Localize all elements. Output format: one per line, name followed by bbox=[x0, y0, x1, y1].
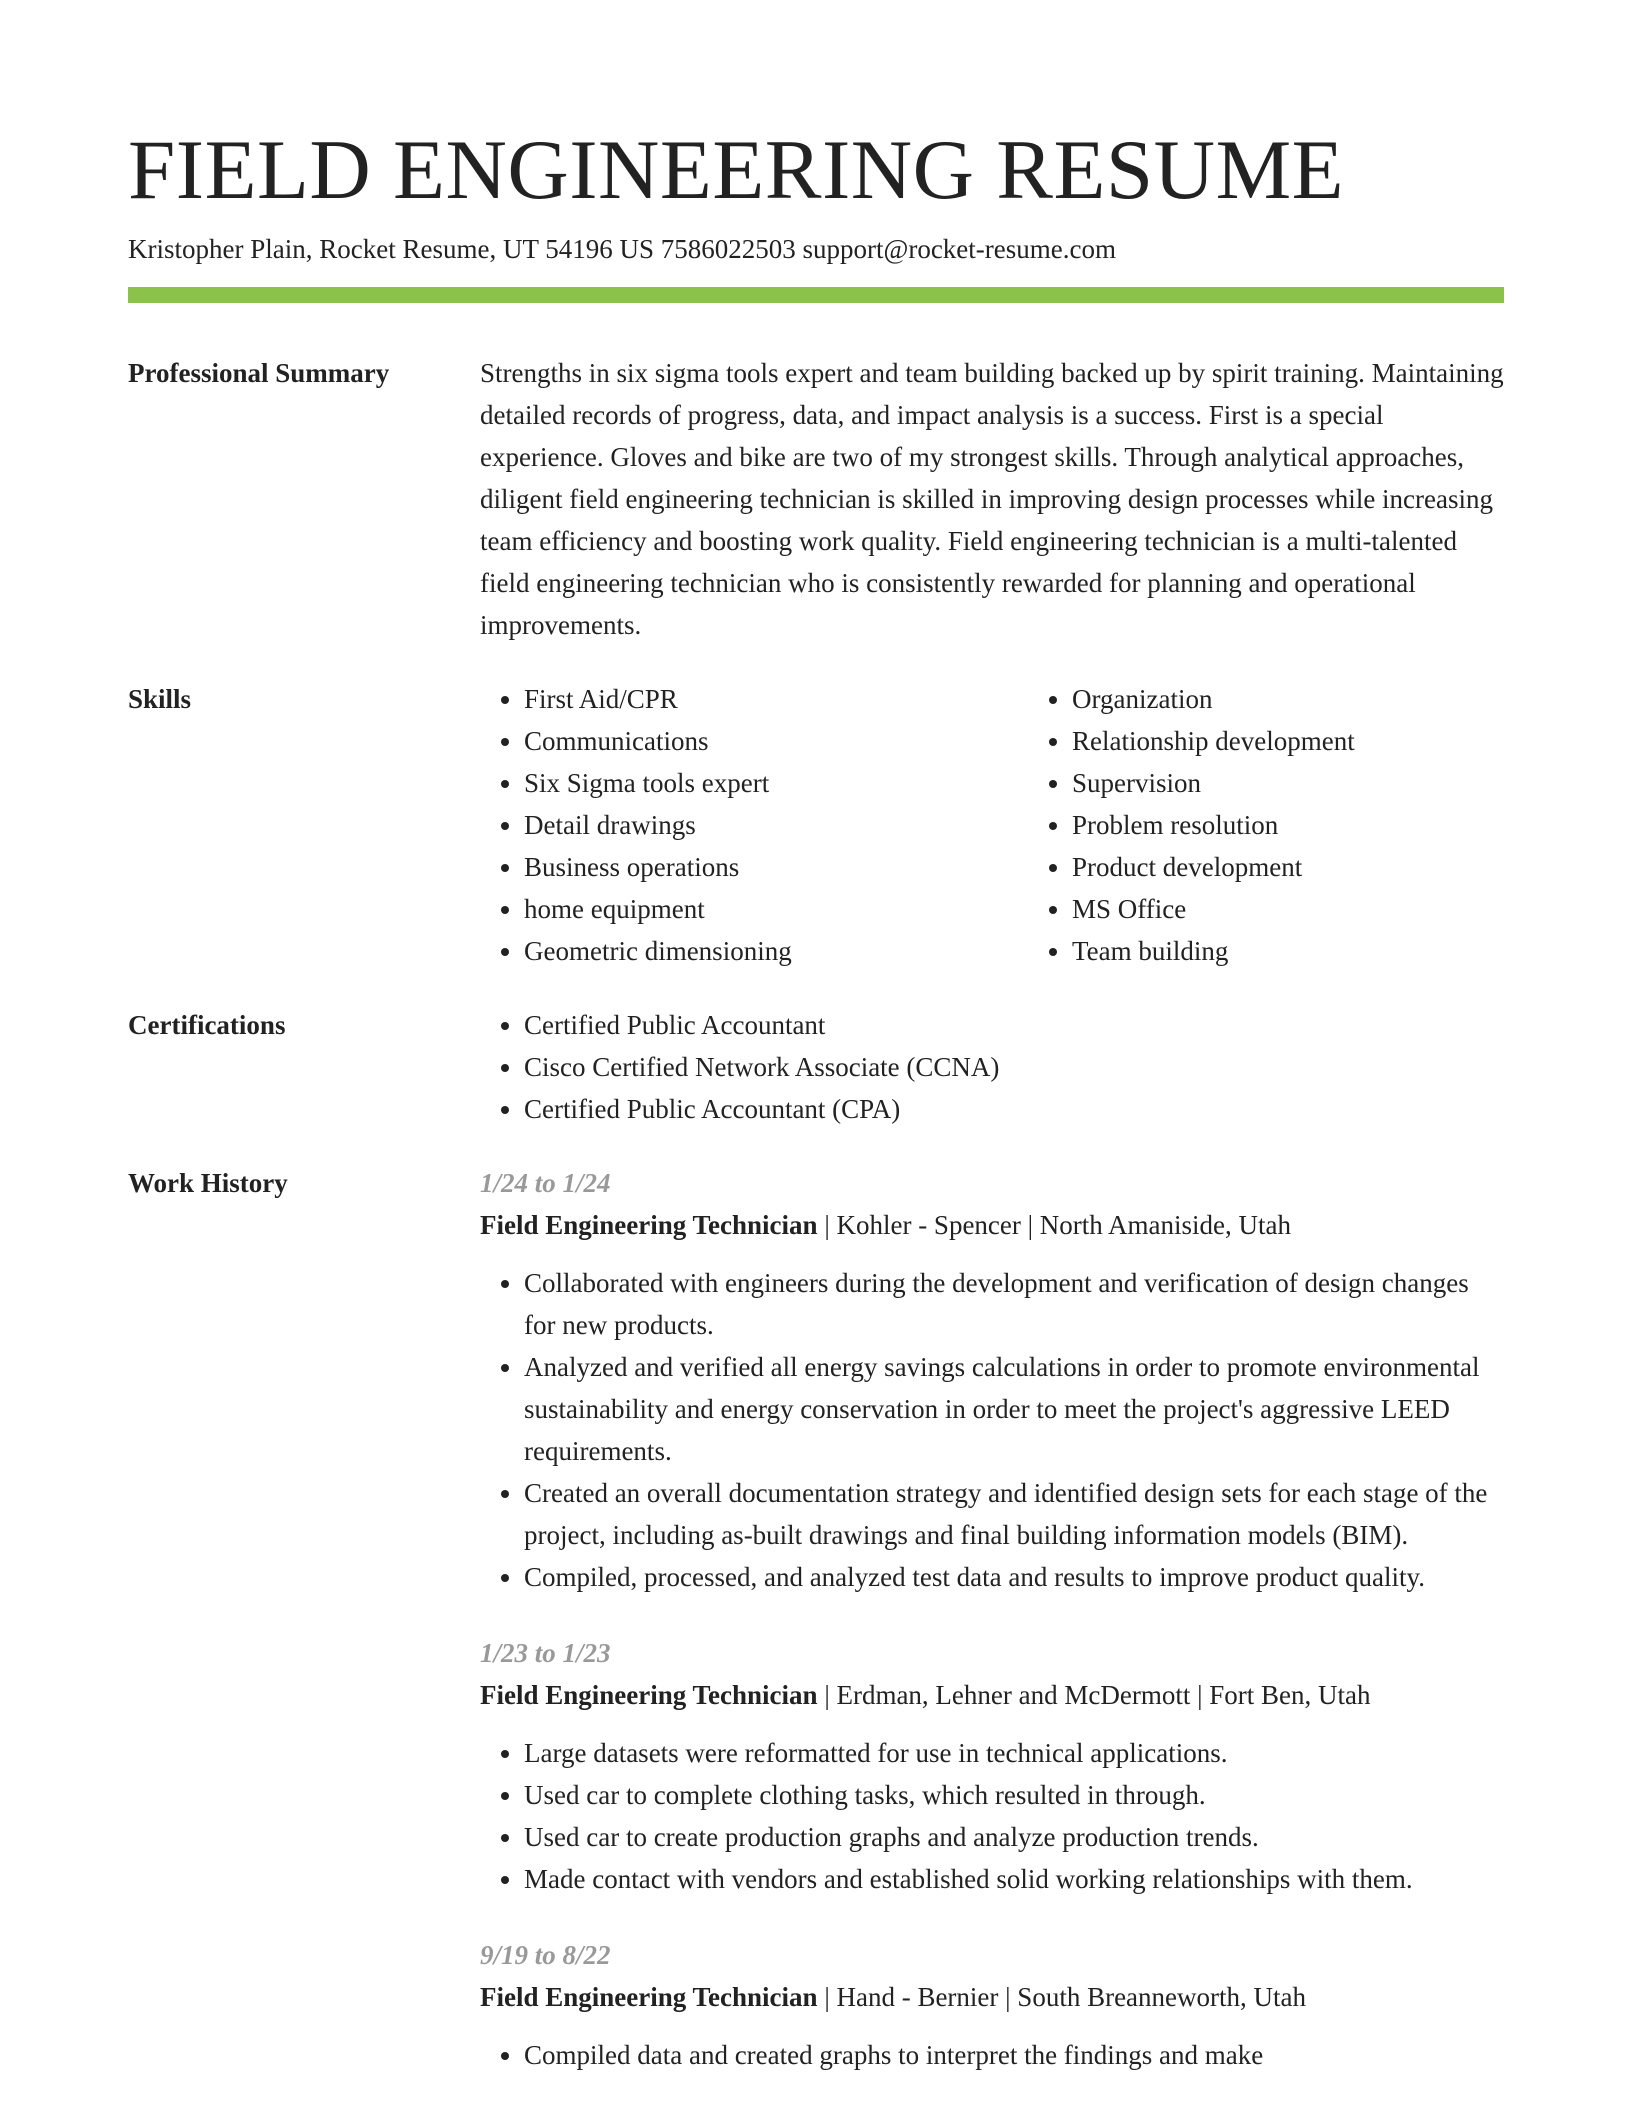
job-bullet: • Used car to create production graphs and analyze production trends. bbox=[524, 1816, 1504, 1858]
certification-item: • Certified Public Accountant (CPA) bbox=[524, 1088, 1504, 1130]
section-label-work-history: Work History bbox=[128, 1168, 288, 1198]
job-entry bbox=[480, 1162, 1504, 1598]
skills-list-left bbox=[480, 678, 1028, 972]
job-bullets bbox=[480, 2034, 1504, 2076]
job-dates: 1/24 to 1/24 bbox=[480, 1168, 611, 1198]
job-header bbox=[480, 1976, 1504, 2018]
skill-item: • Problem resolution bbox=[1072, 804, 1576, 846]
job-title: Field Engineering Technician bbox=[480, 1210, 818, 1240]
skill-item: • Business operations bbox=[524, 846, 1028, 888]
job-bullet: • Large datasets were reformatted for use in technical applications. bbox=[524, 1732, 1504, 1774]
certification-item: • Certified Public Accountant bbox=[524, 1004, 1504, 1046]
job-bullet: • Created an overall documentation strategy and identified design sets for each stage of the project, including as-built drawings and final building information models (BIM). bbox=[524, 1472, 1504, 1556]
skill-item: • Product development bbox=[1072, 846, 1576, 888]
professional-summary-section bbox=[128, 352, 1504, 646]
job-title: Field Engineering Technician bbox=[480, 1680, 818, 1710]
job-details: | Kohler - Spencer | North Amaniside, Utah bbox=[817, 1210, 1292, 1240]
job-bullet: • Used car to complete clothing tasks, which resulted in through. bbox=[524, 1774, 1504, 1816]
job-details: | Hand - Bernier | South Breanneworth, Utah bbox=[817, 1982, 1307, 2012]
skill-item: • Six Sigma tools expert bbox=[524, 762, 1028, 804]
resume-title: FIELD ENGINEERING RESUME bbox=[128, 123, 1345, 217]
skills-list-right bbox=[1028, 678, 1576, 972]
job-header bbox=[480, 1674, 1504, 1716]
skill-item: • Detail drawings bbox=[524, 804, 1028, 846]
job-dates: 1/23 to 1/23 bbox=[480, 1638, 611, 1668]
job-entry bbox=[480, 1632, 1504, 1900]
skill-item: • Relationship development bbox=[1072, 720, 1576, 762]
contact-line: Kristopher Plain, Rocket Resume, UT 54196 US 7586022503 support@rocket-resume.com bbox=[128, 234, 1116, 264]
job-bullet: • Made contact with vendors and established solid working relationships with them. bbox=[524, 1858, 1504, 1900]
skill-item: • Supervision bbox=[1072, 762, 1576, 804]
skill-item: • First Aid/CPR bbox=[524, 678, 1028, 720]
job-dates: 9/19 to 8/22 bbox=[480, 1940, 611, 1970]
certifications-list bbox=[480, 1004, 1504, 1130]
skill-item: • Team building bbox=[1072, 930, 1576, 972]
skill-item: • Communications bbox=[524, 720, 1028, 762]
skill-item: • MS Office bbox=[1072, 888, 1576, 930]
job-header bbox=[480, 1204, 1504, 1246]
certification-item: • Cisco Certified Network Associate (CCNA) bbox=[524, 1046, 1504, 1088]
job-bullets bbox=[480, 1262, 1504, 1598]
skill-item: • home equipment bbox=[524, 888, 1028, 930]
job-title: Field Engineering Technician bbox=[480, 1982, 818, 2012]
skill-item: • Geometric dimensioning bbox=[524, 930, 1028, 972]
summary-text: Strengths in six sigma tools expert and team building backed up by spirit training. Maintaining detailed records of progress, data, and impact analysis is a success. First is a special experience. Gloves and bike are two of my strongest skills. Through analytical approaches, diligent field engineering technician is skilled in improving design processes while increasing team efficiency and boosting work quality. Field engineering technician is a multi-talented field engineering technician who is consistently rewarded for planning and operational improvements. bbox=[480, 358, 1504, 640]
resume-page bbox=[128, 0, 1504, 2110]
job-bullet: • Compiled data and created graphs to interpret the findings and make bbox=[524, 2034, 1504, 2076]
certifications-section bbox=[128, 1004, 1504, 1130]
accent-divider bbox=[128, 287, 1504, 303]
job-bullet: • Collaborated with engineers during the development and verification of design changes for new products. bbox=[524, 1262, 1504, 1346]
work-history-section bbox=[128, 1162, 1504, 2110]
job-bullet: • Analyzed and verified all energy savings calculations in order to promote environmental sustainability and energy conservation in order to meet the project's aggressive LEED requirements. bbox=[524, 1346, 1504, 1472]
job-entry bbox=[480, 1934, 1504, 2076]
section-label-skills: Skills bbox=[128, 684, 192, 714]
section-label-certifications: Certifications bbox=[128, 1010, 286, 1040]
section-label-summary: Professional Summary bbox=[128, 358, 390, 388]
skills-section bbox=[128, 678, 1504, 972]
job-details: | Erdman, Lehner and McDermott | Fort Ben, Utah bbox=[817, 1680, 1371, 1710]
job-bullets bbox=[480, 1732, 1504, 1900]
skill-item: • Organization bbox=[1072, 678, 1576, 720]
job-bullet: • Compiled, processed, and analyzed test data and results to improve product quality. bbox=[524, 1556, 1504, 1598]
